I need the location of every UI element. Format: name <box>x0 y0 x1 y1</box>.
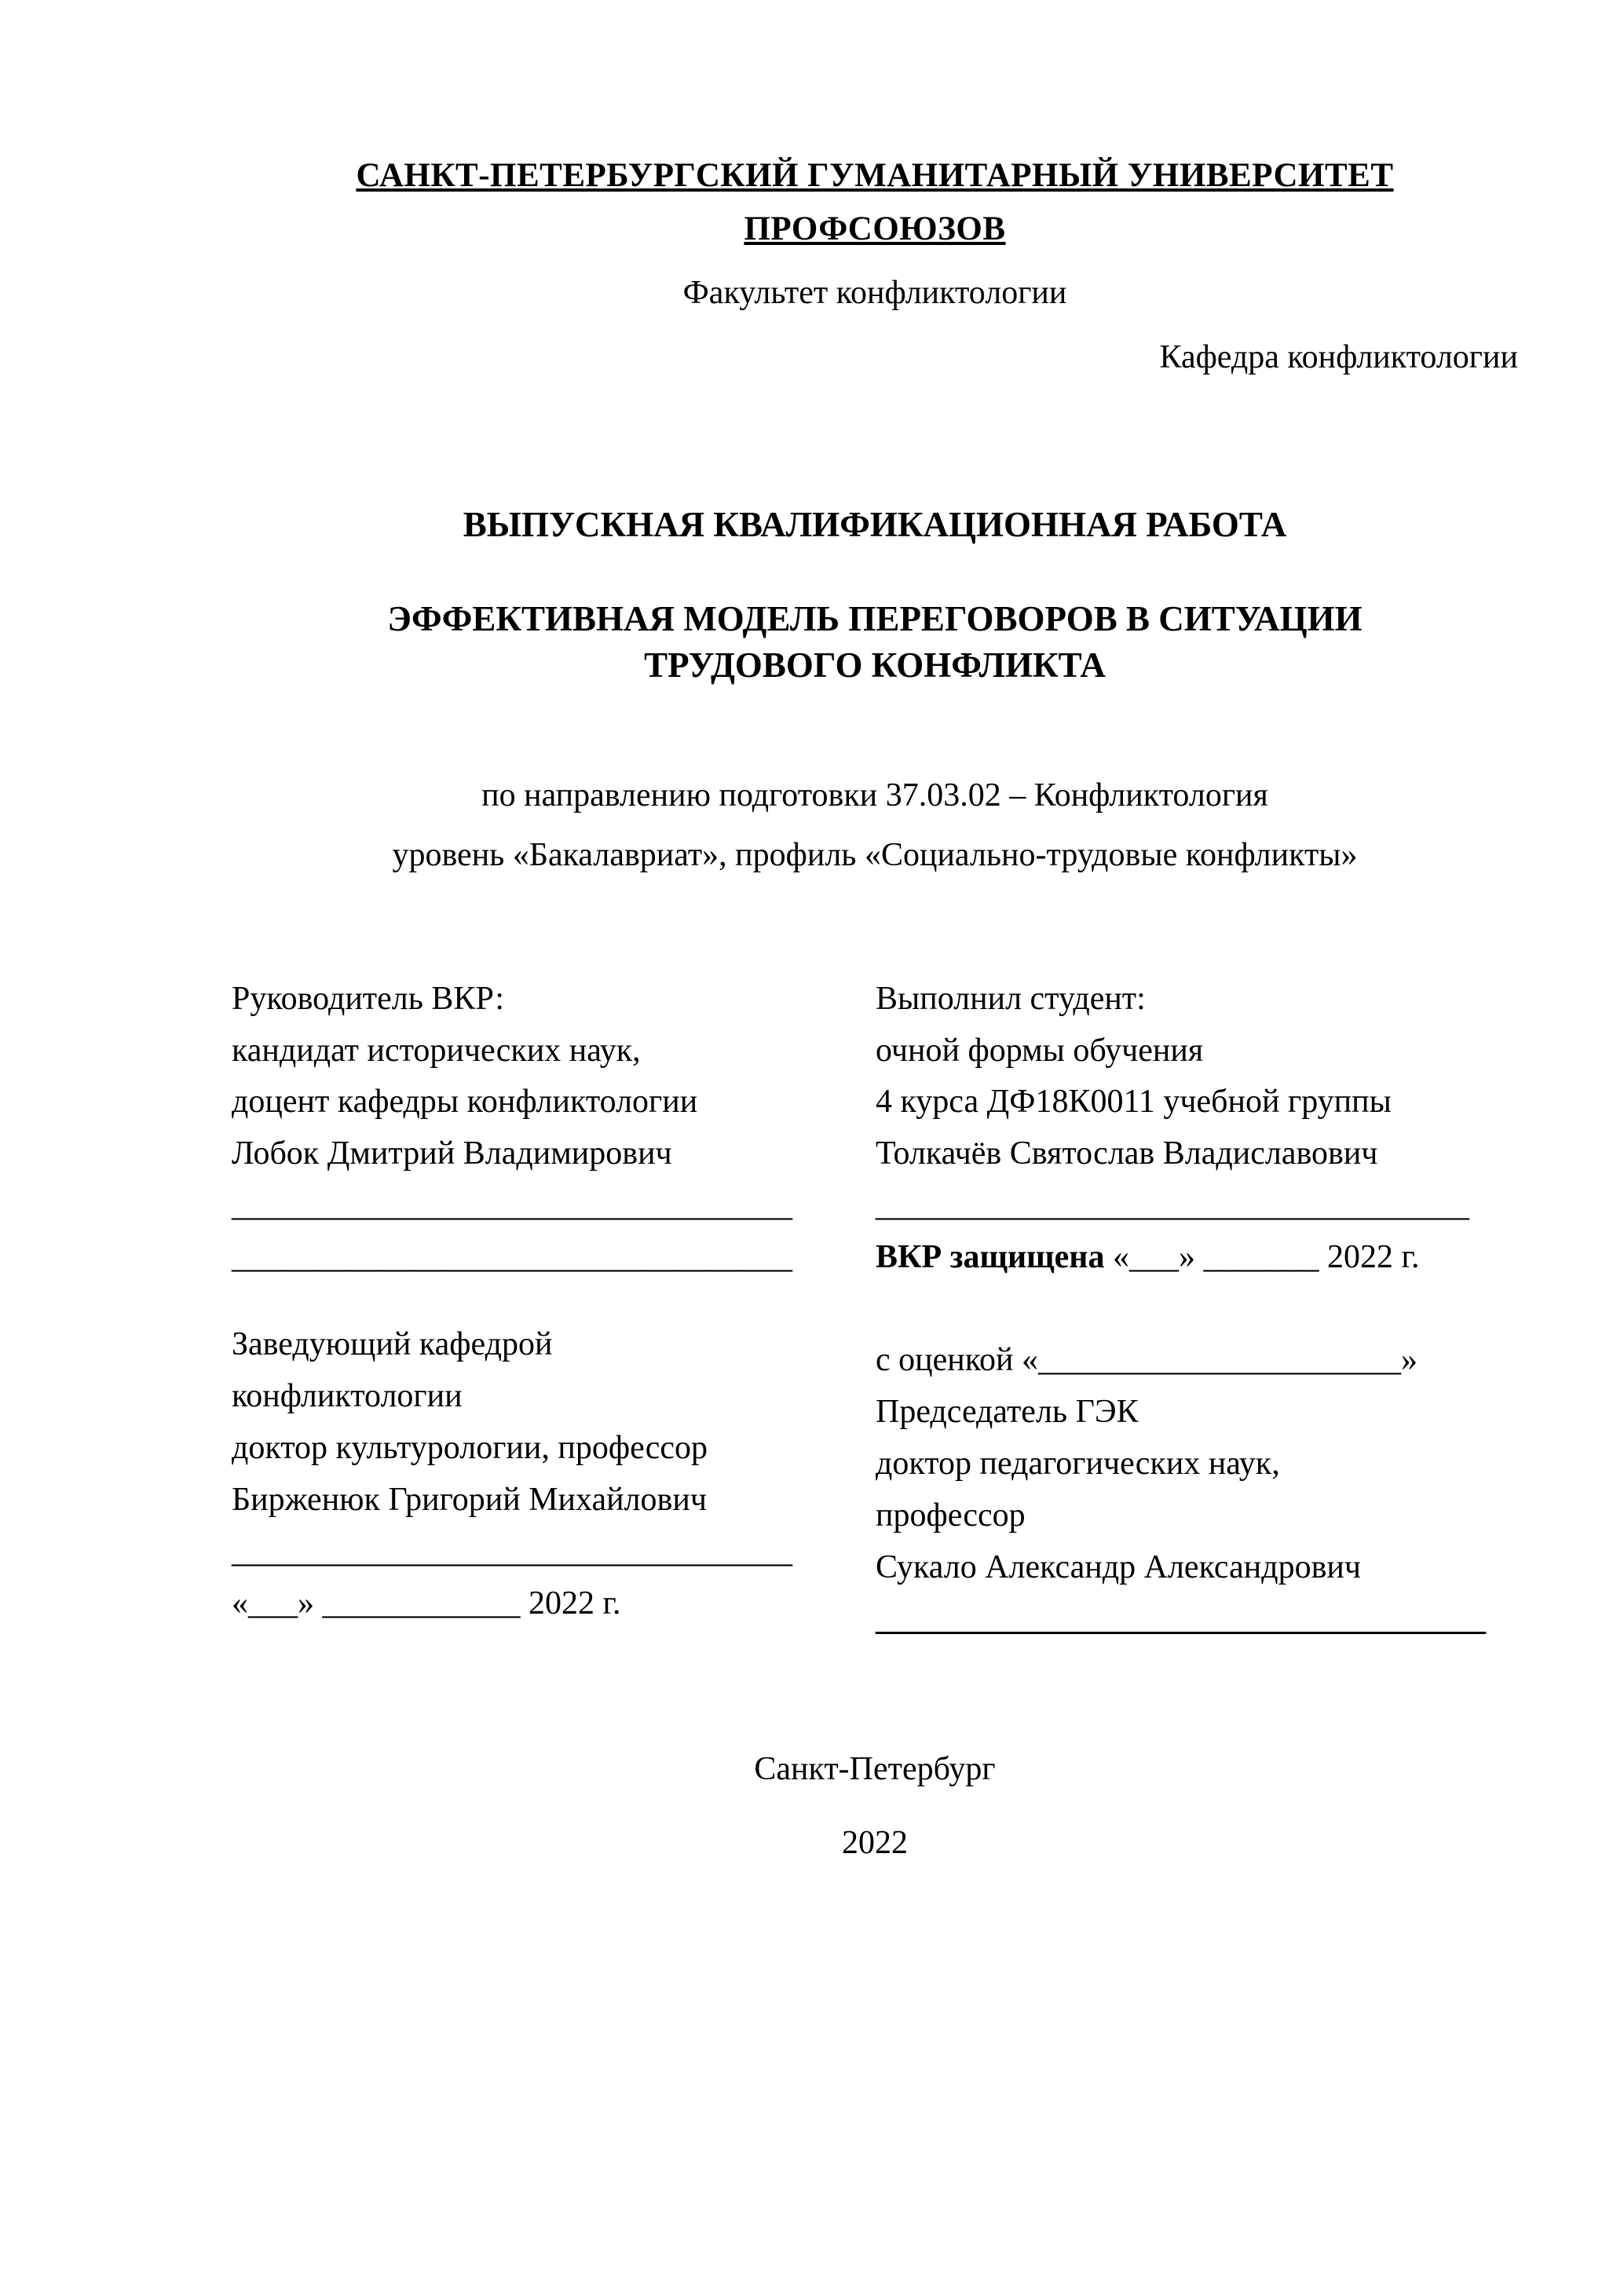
supervisor-position: доцент кафедры конфликтологии <box>232 1084 698 1121</box>
student-study-form: очной формы обучения <box>876 1032 1204 1069</box>
supervisor-name: Лобок Дмитрий Владимирович <box>232 1135 672 1172</box>
department-head-label-line2: конфликтологии <box>232 1378 463 1415</box>
university-name: САНКТ-ПЕТЕРБУРГСКИЙ ГУМАНИТАРНЫЙ УНИВЕРСИТЕТ ПРОФСОЮЗОВ <box>356 157 1394 247</box>
department-head-name: Бирженюк Григорий Михайлович <box>232 1482 707 1518</box>
student-label: Выполнил студент: <box>876 980 1146 1017</box>
student-block <box>876 974 1518 1181</box>
thesis-title-line1: ЭФФЕКТИВНАЯ МОДЕЛЬ ПЕРЕГОВОРОВ В СИТУАЦИИ <box>387 599 1362 639</box>
thesis-title-line2: ТРУДОВОГО КОНФЛИКТА <box>644 645 1106 685</box>
committee-block <box>876 1335 1518 1594</box>
city-label: Санкт-Петербург <box>754 1750 996 1787</box>
supervisor-column <box>232 974 825 1646</box>
department-head-degree: доктор культурологии, профессор <box>232 1430 708 1467</box>
committee-chair-label: Председатель ГЭК <box>876 1394 1139 1431</box>
second-signature-line: __________________________________ <box>232 1239 792 1276</box>
year-label: 2022 <box>842 1824 908 1861</box>
committee-chair-name: Сукало Александр Александрович <box>876 1548 1362 1585</box>
committee-chair-position: профессор <box>876 1497 1026 1534</box>
program-info <box>232 766 1518 885</box>
department-head-signature-line: __________________________________ <box>232 1533 792 1570</box>
committee-chair-degree: доктор педагогических наук, <box>876 1446 1280 1483</box>
defense-label: ВКР защищена <box>876 1239 1105 1276</box>
grade-line: с оценкой «______________________» <box>876 1342 1417 1379</box>
document-header <box>232 149 1518 384</box>
work-type-heading: ВЫПУСКНАЯ КВАЛИФИКАЦИОННАЯ РАБОТА <box>463 504 1287 544</box>
supervisor-block <box>232 974 825 1181</box>
department-head-label-line1: Заведующий кафедрой <box>232 1326 553 1363</box>
student-signature-line: ____________________________________ <box>876 1187 1469 1224</box>
supervisor-degree: кандидат исторических наук, <box>232 1032 641 1069</box>
date-line: «___» ____________ 2022 г. <box>232 1585 621 1621</box>
defense-line <box>876 1232 1518 1284</box>
student-group: 4 курса ДФ18К0011 учебной группы <box>876 1084 1392 1121</box>
student-column <box>876 974 1518 1646</box>
supervisor-signature-line: __________________________________ <box>232 1187 792 1224</box>
department-head-block <box>232 1319 825 1526</box>
program-direction: по направлению подготовки 37.03.02 – Конфликтология <box>481 777 1268 814</box>
program-level: уровень «Бакалавриат», профиль «Социально-трудовые конфликты» <box>392 836 1358 873</box>
committee-chair-signature-line: _____________________________________ <box>876 1600 1486 1637</box>
supervisor-label: Руководитель ВКР: <box>232 980 505 1017</box>
faculty-name: Факультет конфликтологии <box>682 275 1067 311</box>
department-name: Кафедра конфликтологии <box>1159 338 1518 375</box>
student-name: Толкачёв Святослав Владиславович <box>876 1135 1378 1172</box>
defense-date-blanks: «___» _______ 2022 г. <box>1104 1239 1420 1276</box>
signature-section <box>232 974 1518 1646</box>
thesis-title <box>232 596 1518 688</box>
